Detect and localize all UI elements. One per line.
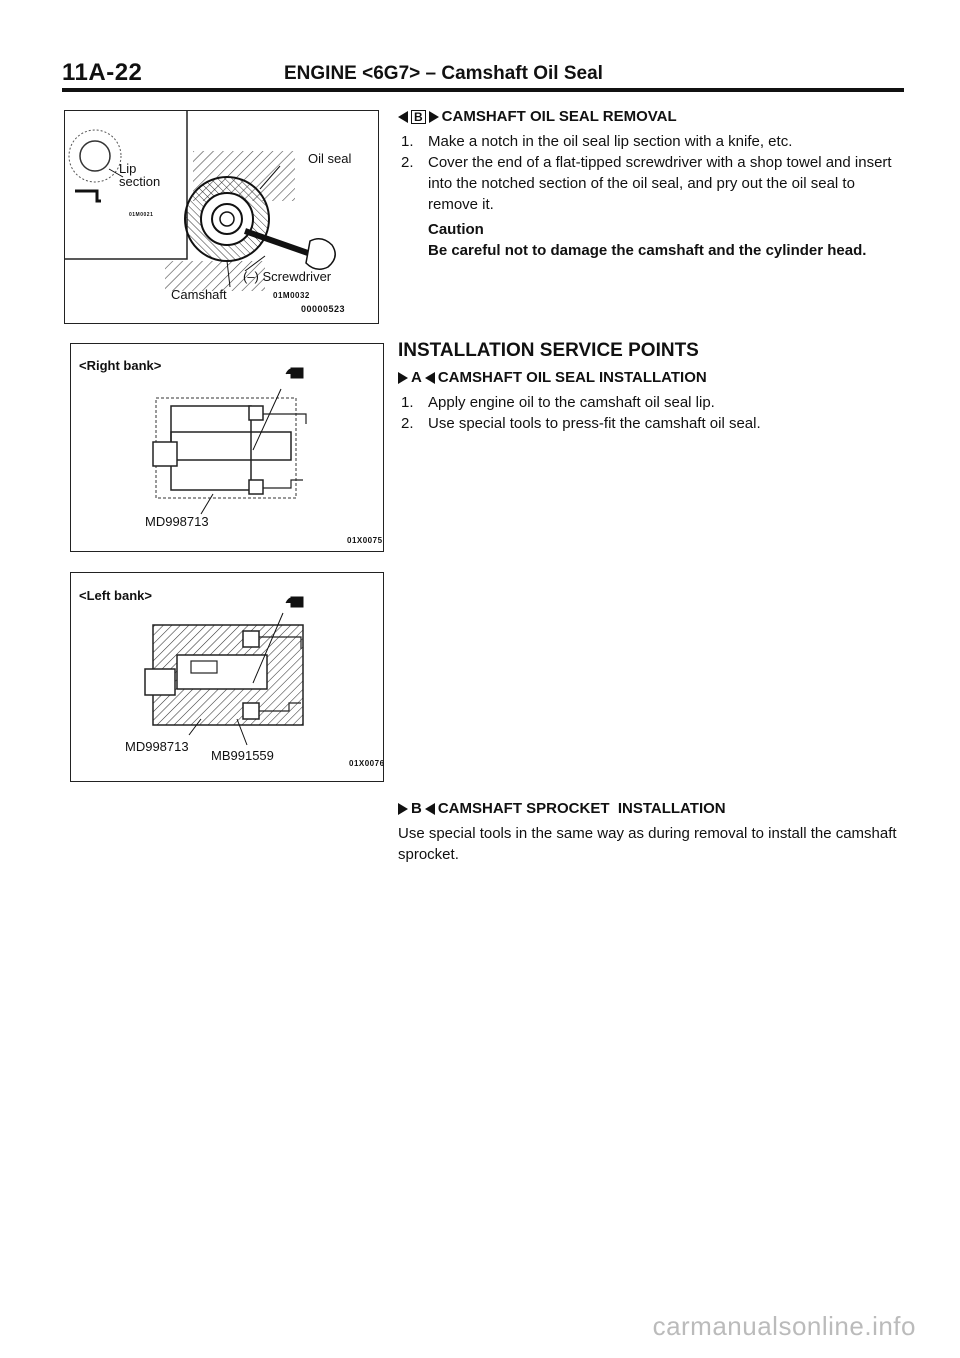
right-bank-code: 01X0075 [347, 536, 383, 545]
page-number: 11A-22 [62, 59, 143, 86]
installation-a-badge: A [411, 369, 422, 386]
installation-step-2: 2. Use special tools to press-fit the camshaft oil seal. [401, 415, 761, 432]
figure-code-small: 01M0032 [273, 291, 310, 300]
arrow-left-icon [398, 111, 408, 123]
page-title: ENGINE <6G7> – Camshaft Oil Seal [284, 63, 603, 84]
page-header [62, 55, 902, 85]
installation-steps [398, 392, 908, 434]
sprocket-section [398, 798, 908, 865]
figure-left-bank [70, 572, 384, 782]
removal-steps [398, 131, 908, 215]
removal-section [398, 106, 908, 261]
installation-b-badge: B [411, 800, 422, 817]
left-bank-title: <Left bank> [79, 588, 152, 603]
installation-b-heading-text: CAMSHAFT SPROCKET INSTALLATION [437, 800, 726, 817]
caution-block [398, 219, 908, 261]
label-camshaft: Camshaft [171, 287, 227, 302]
inset-code: 01M0021 [129, 212, 154, 218]
installation-step-1: 1. Apply engine oil to the camshaft oil seal lip. [401, 394, 715, 411]
tool-mb991559: MB991559 [211, 748, 274, 763]
installation-heading: INSTALLATION SERVICE POINTS [398, 340, 699, 361]
tool-md998713-right: MD998713 [145, 514, 209, 529]
removal-heading [398, 106, 908, 127]
removal-badge: B [411, 110, 426, 124]
watermark: carmanualsonline.info [652, 1311, 916, 1341]
installation-section [398, 340, 908, 434]
left-bank-code: 01X0076 [349, 759, 385, 768]
label-screwdriver: (–) Screwdriver [243, 269, 332, 284]
header-rule [62, 88, 904, 92]
installation-a-heading-text: CAMSHAFT OIL SEAL INSTALLATION [437, 369, 707, 386]
figure-code: 00000523 [301, 304, 346, 314]
figure-right-bank [70, 343, 384, 552]
arrow-right-icon [398, 372, 408, 384]
right-bank-illustration [71, 344, 383, 551]
arrow-right-icon [429, 111, 439, 123]
right-bank-title: <Right bank> [79, 358, 162, 373]
label-section: section [119, 174, 161, 189]
sprocket-text: Use special tools in the same way as during removal to install the camshaft sprocket. [398, 825, 897, 863]
arrow-left-icon [425, 372, 435, 384]
removal-step-1: 1. Make a notch in the oil seal lip section with a knife, etc. [401, 133, 793, 150]
arrow-left-icon [425, 803, 435, 815]
removal-step-2: 2. Cover the end of a flat-tipped screwdriver with a shop towel and insert into the notched section of the oil seal, and pry out the oil seal to remove it. [401, 154, 892, 213]
caution-heading: Caution [428, 221, 484, 238]
label-lip: Lip [119, 161, 137, 176]
removal-heading-text: CAMSHAFT OIL SEAL REMOVAL [441, 108, 677, 125]
tool-md998713-left: MD998713 [125, 739, 189, 754]
arrow-right-icon [398, 803, 408, 815]
installation-b-heading [398, 798, 908, 819]
installation-a-heading [398, 367, 908, 388]
caution-text: Be careful not to damage the camshaft and the cylinder head. [428, 242, 867, 259]
label-oil-seal: Oil seal [308, 151, 352, 166]
figure-oil-seal-removal [64, 110, 379, 324]
